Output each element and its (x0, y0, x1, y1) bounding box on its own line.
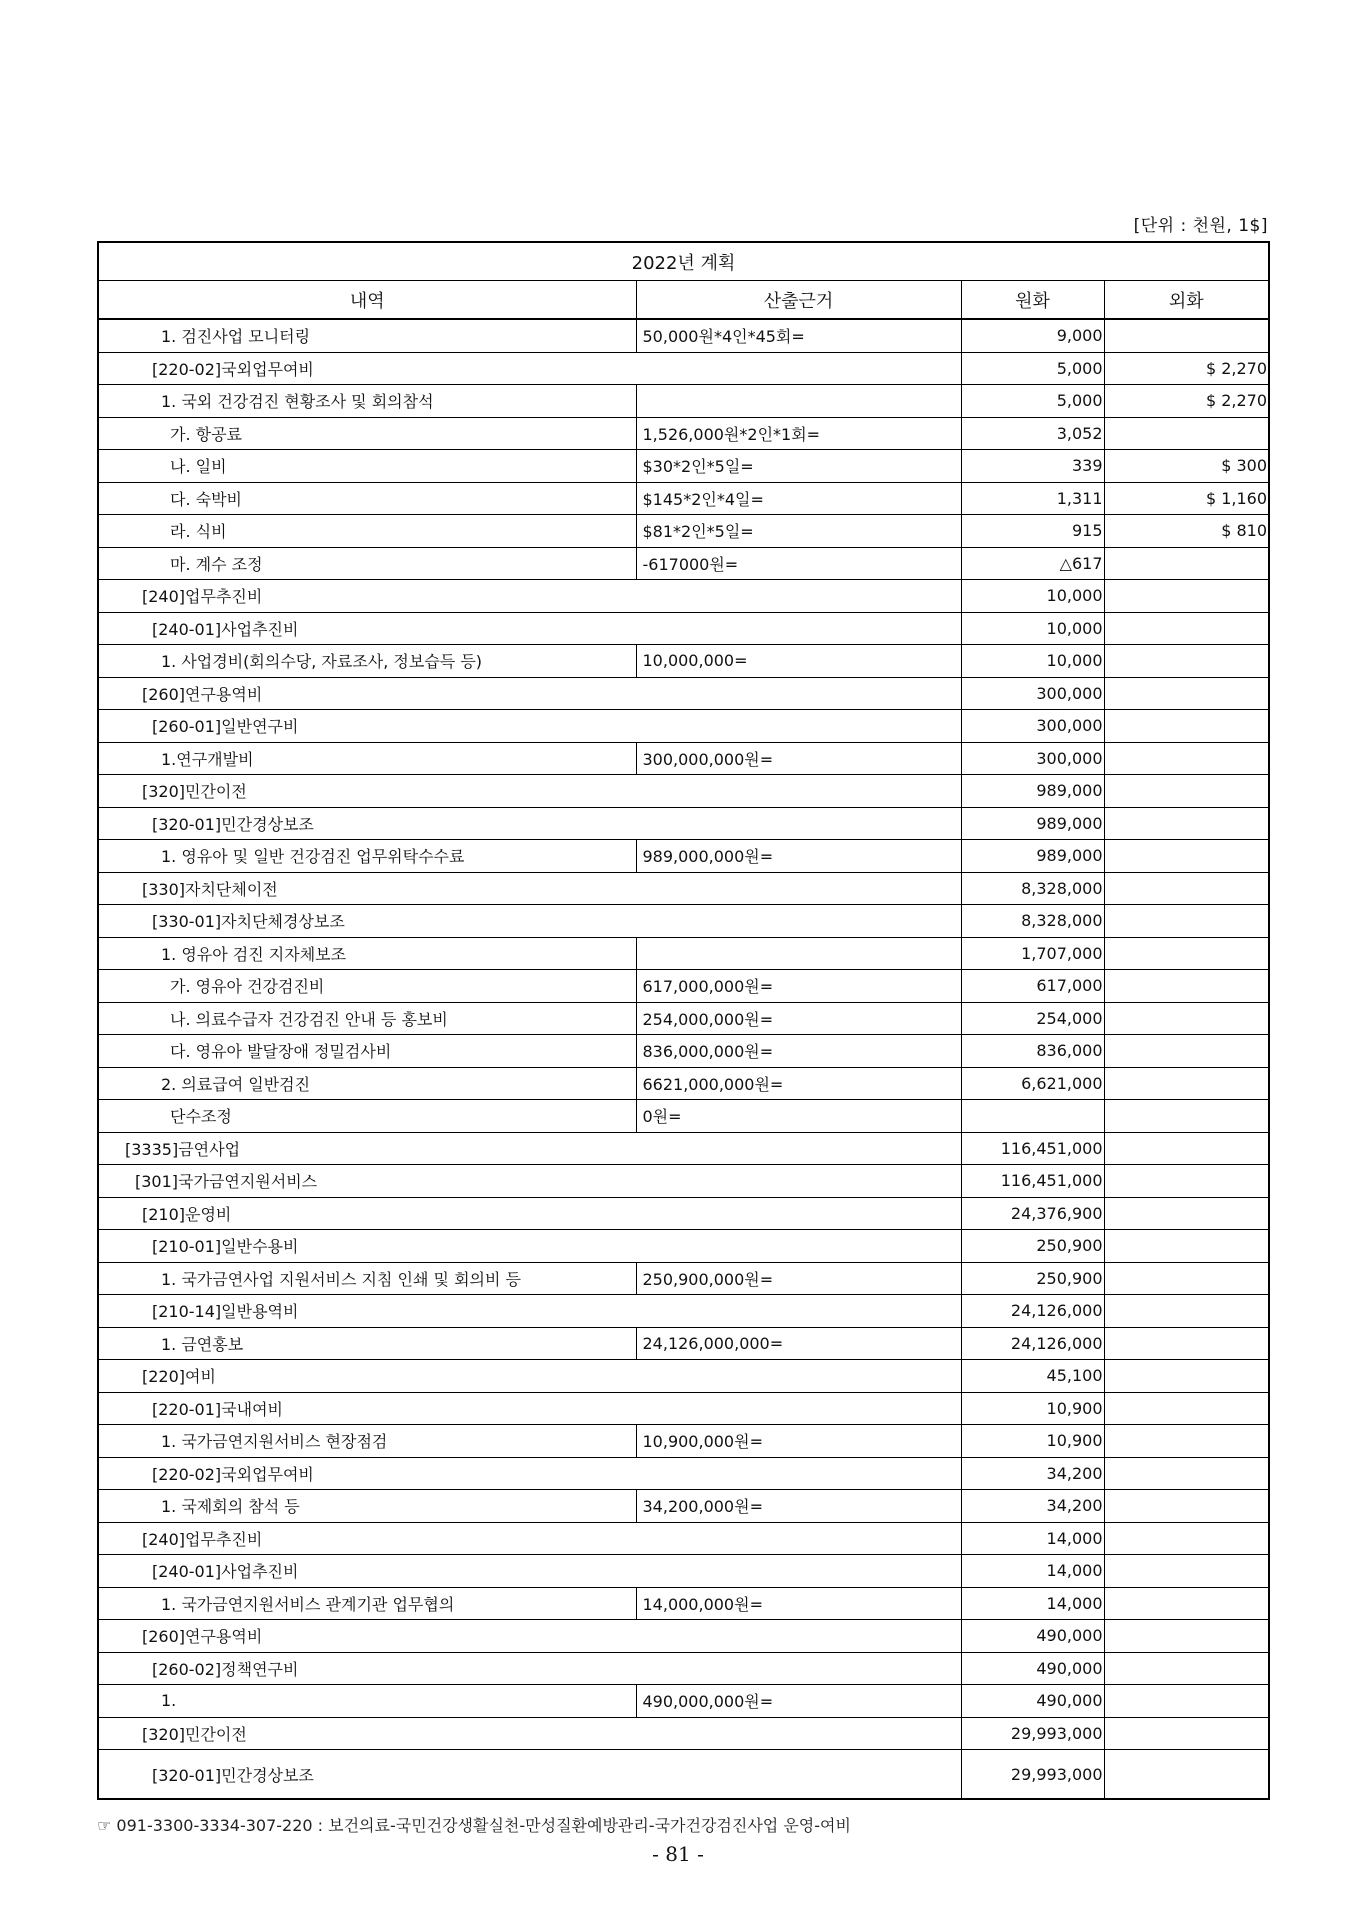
row-item: 1.연구개발비 (98, 742, 636, 775)
row-item: 2. 의료급여 일반검진 (98, 1067, 636, 1100)
table-row (98, 417, 1269, 450)
row-fx (1104, 840, 1269, 873)
row-won: 3,052 (961, 417, 1104, 450)
row-won: 29,993,000 (961, 1717, 1104, 1750)
row-won: 14,000 (961, 1587, 1104, 1620)
row-fx (1104, 1035, 1269, 1068)
row-fx (1104, 775, 1269, 808)
row-item: 1. 국가금연사업 지원서비스 지침 인쇄 및 회의비 등 (98, 1262, 636, 1295)
budget-table (97, 241, 1270, 1800)
row-item: 가. 영유아 건강검진비 (98, 970, 636, 1003)
table-row (98, 1197, 1269, 1230)
table-row (98, 1262, 1269, 1295)
row-item: 1. 국외 건강검진 현황조사 및 회의참석 (98, 385, 636, 418)
row-won: 915 (961, 515, 1104, 548)
footnote: ☞ 091-3300-3334-307-220 : 보건의료-국민건강생활실천-만성질환예방관리-국가건강검진사업 운영-여비 (97, 1816, 851, 1835)
row-fx (1104, 1327, 1269, 1360)
table-row (98, 1750, 1269, 1800)
table-row (98, 1295, 1269, 1328)
table-row (98, 710, 1269, 743)
table-row (98, 352, 1269, 385)
row-won: 1,311 (961, 482, 1104, 515)
row-item: 가. 항공료 (98, 417, 636, 450)
header-fx: 외화 (1104, 281, 1269, 320)
row-won: 490,000 (961, 1620, 1104, 1653)
row-won: 45,100 (961, 1360, 1104, 1393)
row-fx (1104, 1002, 1269, 1035)
row-fx (1104, 1132, 1269, 1165)
row-item: [220-01]국내여비 (98, 1392, 961, 1425)
row-won: 250,900 (961, 1230, 1104, 1263)
table-row (98, 1685, 1269, 1718)
row-basis: $30*2인*5일= (636, 450, 961, 483)
row-won: 24,126,000 (961, 1327, 1104, 1360)
row-fx (1104, 1100, 1269, 1133)
row-basis: $81*2인*5일= (636, 515, 961, 548)
row-basis: 10,000,000= (636, 645, 961, 678)
row-fx: $ 2,270 (1104, 352, 1269, 385)
row-fx (1104, 1555, 1269, 1588)
row-item: 마. 계수 조정 (98, 547, 636, 580)
row-won: 300,000 (961, 742, 1104, 775)
table-row (98, 1490, 1269, 1523)
row-item: [240]업무추진비 (98, 1522, 961, 1555)
table-row (98, 1522, 1269, 1555)
row-basis: $145*2인*4일= (636, 482, 961, 515)
row-won: 116,451,000 (961, 1132, 1104, 1165)
table-row (98, 482, 1269, 515)
row-item: 나. 의료수급자 건강검진 안내 등 홍보비 (98, 1002, 636, 1035)
header-won: 원화 (961, 281, 1104, 320)
row-item: 라. 식비 (98, 515, 636, 548)
table-header-row (98, 281, 1269, 320)
row-fx: $ 2,270 (1104, 385, 1269, 418)
row-item: [220]여비 (98, 1360, 961, 1393)
row-fx (1104, 1457, 1269, 1490)
row-fx (1104, 1197, 1269, 1230)
row-basis: 24,126,000,000= (636, 1327, 961, 1360)
row-won: 490,000 (961, 1685, 1104, 1718)
row-won: 14,000 (961, 1555, 1104, 1588)
row-item: 1. 국가금연지원서비스 현장점검 (98, 1425, 636, 1458)
row-fx (1104, 1295, 1269, 1328)
row-basis: 836,000,000원= (636, 1035, 961, 1068)
row-won: 989,000 (961, 775, 1104, 808)
row-fx (1104, 1392, 1269, 1425)
table-row (98, 872, 1269, 905)
table-row (98, 1100, 1269, 1133)
row-won: 10,000 (961, 612, 1104, 645)
row-item: 1. 국제회의 참석 등 (98, 1490, 636, 1523)
row-fx (1104, 1067, 1269, 1100)
row-fx (1104, 677, 1269, 710)
row-won: 339 (961, 450, 1104, 483)
row-basis: 617,000,000원= (636, 970, 961, 1003)
row-item: [320-01]민간경상보조 (98, 1750, 961, 1800)
row-won: 300,000 (961, 677, 1104, 710)
table-body (98, 319, 1269, 1799)
row-fx (1104, 937, 1269, 970)
row-fx (1104, 1717, 1269, 1750)
row-basis (636, 937, 961, 970)
row-won: 29,993,000 (961, 1750, 1104, 1800)
row-fx: $ 810 (1104, 515, 1269, 548)
unit-note: [단위 : 천원, 1$] (1133, 216, 1268, 236)
table-row (98, 1457, 1269, 1490)
row-item: 1. 금연홍보 (98, 1327, 636, 1360)
row-item: [210-14]일반용역비 (98, 1295, 961, 1328)
header-item: 내역 (98, 281, 636, 320)
row-item: 다. 숙박비 (98, 482, 636, 515)
row-won: 300,000 (961, 710, 1104, 743)
table-row (98, 775, 1269, 808)
row-fx (1104, 1750, 1269, 1800)
row-won: 10,000 (961, 580, 1104, 613)
row-fx: $ 300 (1104, 450, 1269, 483)
row-won: 8,328,000 (961, 905, 1104, 938)
table-row (98, 1360, 1269, 1393)
row-fx (1104, 1490, 1269, 1523)
row-item: [260]연구용역비 (98, 1620, 961, 1653)
row-won: 5,000 (961, 385, 1104, 418)
table-row (98, 1327, 1269, 1360)
row-basis: 14,000,000원= (636, 1587, 961, 1620)
row-item: [320-01]민간경상보조 (98, 807, 961, 840)
row-item: [3335]금연사업 (98, 1132, 961, 1165)
row-item: 나. 일비 (98, 450, 636, 483)
row-item: [220-02]국외업무여비 (98, 1457, 961, 1490)
table-title: 2022년 계획 (98, 242, 1269, 281)
row-fx (1104, 645, 1269, 678)
row-fx: $ 1,160 (1104, 482, 1269, 515)
table-row (98, 677, 1269, 710)
table-row (98, 385, 1269, 418)
row-won: △617 (961, 547, 1104, 580)
table-title-row (98, 242, 1269, 281)
row-won: 250,900 (961, 1262, 1104, 1295)
row-basis: 250,900,000원= (636, 1262, 961, 1295)
row-basis: 490,000,000원= (636, 1685, 961, 1718)
row-item: [260]연구용역비 (98, 677, 961, 710)
row-fx (1104, 417, 1269, 450)
table-row (98, 1002, 1269, 1035)
row-basis: 1,526,000원*2인*1회= (636, 417, 961, 450)
row-won: 24,126,000 (961, 1295, 1104, 1328)
row-fx (1104, 1620, 1269, 1653)
row-basis: 50,000원*4인*45회= (636, 319, 961, 352)
row-fx (1104, 547, 1269, 580)
table-row (98, 450, 1269, 483)
row-basis: 34,200,000원= (636, 1490, 961, 1523)
row-basis: 989,000,000원= (636, 840, 961, 873)
row-won: 490,000 (961, 1652, 1104, 1685)
row-won: 254,000 (961, 1002, 1104, 1035)
row-fx (1104, 319, 1269, 352)
table-row (98, 840, 1269, 873)
row-won: 9,000 (961, 319, 1104, 352)
table-row (98, 1425, 1269, 1458)
table-row (98, 1620, 1269, 1653)
table-row (98, 319, 1269, 352)
row-item: [330-01]자치단체경상보조 (98, 905, 961, 938)
table-row (98, 742, 1269, 775)
row-fx (1104, 1587, 1269, 1620)
row-won: 836,000 (961, 1035, 1104, 1068)
row-item: [320]민간이전 (98, 775, 961, 808)
row-won: 34,200 (961, 1457, 1104, 1490)
row-fx (1104, 1262, 1269, 1295)
table-row (98, 1717, 1269, 1750)
table-row (98, 645, 1269, 678)
row-fx (1104, 872, 1269, 905)
table-row (98, 937, 1269, 970)
table-row (98, 580, 1269, 613)
row-basis (636, 385, 961, 418)
row-fx (1104, 1685, 1269, 1718)
table-row (98, 1555, 1269, 1588)
row-item: [240-01]사업추진비 (98, 612, 961, 645)
row-item: [330]자치단체이전 (98, 872, 961, 905)
table-row (98, 515, 1269, 548)
row-fx (1104, 710, 1269, 743)
row-fx (1104, 580, 1269, 613)
row-basis: 10,900,000원= (636, 1425, 961, 1458)
table-row (98, 1392, 1269, 1425)
row-won: 8,328,000 (961, 872, 1104, 905)
row-won: 989,000 (961, 840, 1104, 873)
row-fx (1104, 1425, 1269, 1458)
row-basis: 300,000,000원= (636, 742, 961, 775)
row-fx (1104, 970, 1269, 1003)
row-item: [210-01]일반수용비 (98, 1230, 961, 1263)
row-fx (1104, 612, 1269, 645)
row-fx (1104, 1522, 1269, 1555)
table-row (98, 1652, 1269, 1685)
row-won: 6,621,000 (961, 1067, 1104, 1100)
row-won: 24,376,900 (961, 1197, 1104, 1230)
row-item: 단수조정 (98, 1100, 636, 1133)
row-item: 다. 영유아 발달장애 정밀검사비 (98, 1035, 636, 1068)
row-item: [301]국가금연지원서비스 (98, 1165, 961, 1198)
row-item: [320]민간이전 (98, 1717, 961, 1750)
header-basis: 산출근거 (636, 281, 961, 320)
row-item: 1. 사업경비(회의수당, 자료조사, 정보습득 등) (98, 645, 636, 678)
table-row (98, 1132, 1269, 1165)
table-row (98, 807, 1269, 840)
row-fx (1104, 905, 1269, 938)
row-item: [240-01]사업추진비 (98, 1555, 961, 1588)
row-fx (1104, 742, 1269, 775)
row-basis: 6621,000,000원= (636, 1067, 961, 1100)
row-item: 1. (98, 1685, 636, 1718)
table-row (98, 1067, 1269, 1100)
table-row (98, 905, 1269, 938)
row-basis: -617000원= (636, 547, 961, 580)
table-row (98, 1035, 1269, 1068)
row-item: 1. 영유아 검진 지자체보조 (98, 937, 636, 970)
row-basis: 254,000,000원= (636, 1002, 961, 1035)
row-item: [260-02]정책연구비 (98, 1652, 961, 1685)
row-won: 116,451,000 (961, 1165, 1104, 1198)
row-won: 10,900 (961, 1425, 1104, 1458)
table-row (98, 547, 1269, 580)
row-item: [240]업무추진비 (98, 580, 961, 613)
row-item: [210]운영비 (98, 1197, 961, 1230)
row-fx (1104, 1230, 1269, 1263)
row-fx (1104, 807, 1269, 840)
row-basis: 0원= (636, 1100, 961, 1133)
row-fx (1104, 1652, 1269, 1685)
row-item: [220-02]국외업무여비 (98, 352, 961, 385)
row-item: [260-01]일반연구비 (98, 710, 961, 743)
row-item: 1. 검진사업 모니터링 (98, 319, 636, 352)
row-fx (1104, 1360, 1269, 1393)
row-item: 1. 영유아 및 일반 건강검진 업무위탁수수료 (98, 840, 636, 873)
row-won: 989,000 (961, 807, 1104, 840)
table-row (98, 612, 1269, 645)
table-row (98, 970, 1269, 1003)
row-won: 34,200 (961, 1490, 1104, 1523)
row-won: 14,000 (961, 1522, 1104, 1555)
row-won: 10,000 (961, 645, 1104, 678)
table-row (98, 1587, 1269, 1620)
page-number: - 81 - (652, 1842, 704, 1866)
row-won (961, 1100, 1104, 1133)
row-won: 617,000 (961, 970, 1104, 1003)
row-won: 5,000 (961, 352, 1104, 385)
row-fx (1104, 1165, 1269, 1198)
row-won: 10,900 (961, 1392, 1104, 1425)
row-item: 1. 국가금연지원서비스 관계기관 업무협의 (98, 1587, 636, 1620)
row-won: 1,707,000 (961, 937, 1104, 970)
table-row (98, 1165, 1269, 1198)
table-row (98, 1230, 1269, 1263)
